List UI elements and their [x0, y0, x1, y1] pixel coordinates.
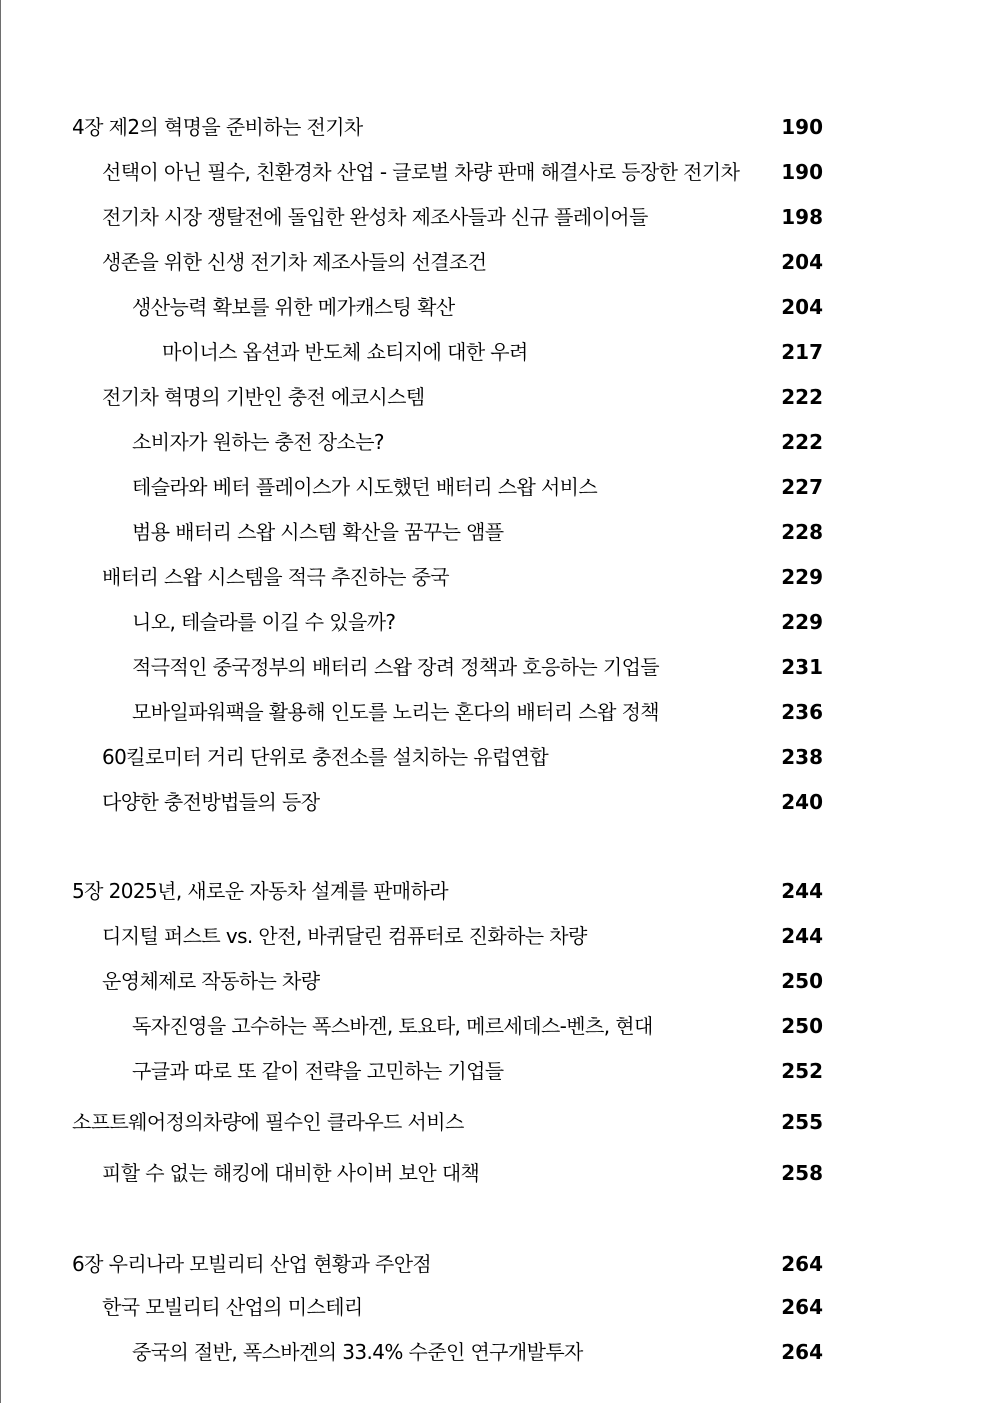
toc-entry-title: 소비자가 원하는 충전 장소는? [132, 430, 384, 454]
toc-entry-page: 250 [781, 969, 823, 993]
toc-entry-title: 전기차 혁명의 기반인 충전 에코시스템 [102, 385, 425, 409]
toc-entry [0, 966, 993, 996]
toc-entry [0, 742, 993, 772]
toc-entry-page: 231 [781, 655, 823, 679]
toc-entry-page: 258 [781, 1161, 823, 1185]
toc-entry [0, 697, 993, 727]
toc-entry-page: 222 [781, 385, 823, 409]
toc-entry-chapter [0, 1249, 993, 1279]
toc-entry [0, 607, 993, 637]
toc-entry-page: 264 [781, 1295, 823, 1319]
toc-entry-page: 190 [781, 115, 823, 139]
toc-entry-title: 모바일파워팩을 활용해 인도를 노리는 혼다의 배터리 스왑 정책 [132, 700, 660, 724]
toc-entry-title: 4장 제2의 혁명을 준비하는 전기차 [72, 115, 363, 139]
toc-entry [0, 921, 993, 951]
toc-entry [0, 1011, 993, 1041]
toc-entry [0, 1056, 993, 1086]
toc-entry-title: 전기차 시장 쟁탈전에 돌입한 완성차 제조사들과 신규 플레이어들 [102, 205, 648, 229]
toc-entry-page: 222 [781, 430, 823, 454]
toc-entry-page: 238 [781, 745, 823, 769]
toc-entry-chapter [0, 112, 993, 142]
toc-entry-title: 중국의 절반, 폭스바겐의 33.4% 수준인 연구개발투자 [132, 1340, 583, 1364]
toc-entry-chapter [0, 876, 993, 906]
toc-entry-title: 니오, 테슬라를 이길 수 있을까? [132, 610, 396, 634]
toc-entry-title: 피할 수 없는 해킹에 대비한 사이버 보안 대책 [102, 1161, 480, 1185]
toc-entry [0, 337, 993, 367]
toc-entry-title: 배터리 스왑 시스템을 적극 추진하는 중국 [102, 565, 450, 589]
toc-entry-title: 다양한 충전방법들의 등장 [102, 790, 320, 814]
toc-entry-page: 204 [781, 295, 823, 319]
toc-entry [0, 1292, 993, 1322]
toc-entry-title: 생산능력 확보를 위한 메가캐스팅 확산 [132, 295, 455, 319]
toc-entry-title: 소프트웨어정의차량에 필수인 클라우드 서비스 [72, 1110, 464, 1134]
toc-entry-title: 구글과 따로 또 같이 전략을 고민하는 기업들 [132, 1059, 504, 1083]
toc-entry-page: 255 [781, 1110, 823, 1134]
toc-entry [0, 472, 993, 502]
toc-entry-page: 190 [781, 160, 823, 184]
toc-entry [0, 202, 993, 232]
toc-entry-page: 217 [781, 340, 823, 364]
toc-entry-page: 228 [781, 520, 823, 544]
toc-entry-title: 생존을 위한 신생 전기차 제조사들의 선결조건 [102, 250, 487, 274]
toc-entry-page: 198 [781, 205, 823, 229]
toc-entry-page: 229 [781, 565, 823, 589]
toc-entry-page: 240 [781, 790, 823, 814]
toc-entry-title: 60킬로미터 거리 단위로 충전소를 설치하는 유럽연합 [102, 745, 549, 769]
toc-entry [0, 1337, 993, 1367]
toc-entry [0, 247, 993, 277]
toc-entry-page: 264 [781, 1252, 823, 1276]
toc-entry-page: 264 [781, 1340, 823, 1364]
toc-entry [0, 292, 993, 322]
toc-entry-page: 227 [781, 475, 823, 499]
toc-entry-title: 마이너스 옵션과 반도체 쇼티지에 대한 우려 [162, 340, 528, 364]
toc-entry-title: 5장 2025년, 새로운 자동차 설계를 판매하라 [72, 879, 448, 903]
toc-entry-title: 디지털 퍼스트 vs. 안전, 바퀴달린 컴퓨터로 진화하는 차량 [102, 924, 587, 948]
toc-entry-page: 250 [781, 1014, 823, 1038]
toc-entry-title: 6장 우리나라 모빌리티 산업 현황과 주안점 [72, 1252, 432, 1276]
toc-entry [0, 652, 993, 682]
toc-entry-title: 선택이 아닌 필수, 친환경차 산업 - 글로벌 차량 판매 해결사로 등장한 전기차 [102, 160, 740, 184]
toc-entry [0, 787, 993, 817]
toc-entry-page: 236 [781, 700, 823, 724]
toc-entry-title: 테슬라와 베터 플레이스가 시도했던 배터리 스왑 서비스 [132, 475, 598, 499]
toc-entry-page: 244 [781, 924, 823, 948]
toc-entry-page: 204 [781, 250, 823, 274]
toc-entry-page: 244 [781, 879, 823, 903]
toc-entry-title: 한국 모빌리티 산업의 미스테리 [102, 1295, 363, 1319]
toc-entry [0, 562, 993, 592]
toc-entry [0, 427, 993, 457]
toc-entry [0, 1107, 993, 1137]
toc-entry [0, 382, 993, 412]
toc-entry-page: 252 [781, 1059, 823, 1083]
toc-entry-page: 229 [781, 610, 823, 634]
toc-entry-title: 적극적인 중국정부의 배터리 스왑 장려 정책과 호응하는 기업들 [132, 655, 660, 679]
toc-entry-title: 범용 배터리 스왑 시스템 확산을 꿈꾸는 앰플 [132, 520, 504, 544]
toc-entry-title: 운영체제로 작동하는 차량 [102, 969, 320, 993]
toc-entry [0, 1158, 993, 1188]
toc-entry [0, 157, 993, 187]
toc-entry [0, 517, 993, 547]
toc-entry-title: 독자진영을 고수하는 폭스바겐, 토요타, 메르세데스-벤츠, 현대 [132, 1014, 653, 1038]
